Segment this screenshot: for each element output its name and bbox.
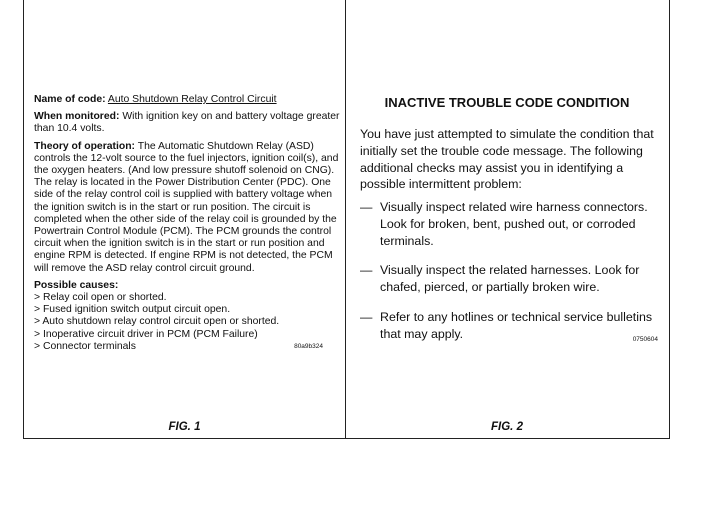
dash-bullet: — bbox=[360, 263, 373, 278]
when-monitored-text: With ignition key on and battery voltage greater than 10.4 volts. bbox=[34, 111, 340, 135]
fig1-caption: FIG. 1 bbox=[168, 421, 201, 433]
fig1-panel bbox=[24, 0, 345, 438]
fig1-body bbox=[34, 94, 340, 353]
fig1-code: 80a9b324 bbox=[294, 343, 323, 350]
fig2-panel bbox=[346, 0, 668, 438]
fig2-caption: FIG. 2 bbox=[491, 421, 523, 433]
cause-item: > Relay coil open or shorted. bbox=[34, 292, 167, 304]
check-item bbox=[360, 309, 665, 343]
check-text: Visually inspect the related harnesses. Look for chafed, pierced, or partially broken wire. bbox=[380, 263, 640, 295]
code-name-value: Auto Shutdown Relay Control Circuit bbox=[107, 94, 277, 105]
dash-bullet: — bbox=[360, 200, 373, 214]
when-monitored-paragraph bbox=[34, 111, 340, 135]
dash-bullet: — bbox=[360, 309, 373, 324]
fig2-title: INACTIVE TROUBLE CODE CONDITION bbox=[384, 95, 630, 110]
cause-item: > Inoperative circuit driver in PCM (PCM Failure) bbox=[34, 328, 258, 340]
when-monitored-label: When monitored: bbox=[34, 111, 120, 123]
code-name-label: Name of code: bbox=[34, 94, 106, 105]
fig2-code: 0750604 bbox=[632, 336, 658, 343]
cause-item: > Auto shutdown relay control circuit open or shorted. bbox=[34, 316, 280, 328]
fig2-intro: You have just attempted to simulate the condition that initially set the trouble code message. The following additional checks may assist you in identifying a possible intermittent problem: bbox=[360, 127, 654, 192]
theory-label: Theory of operation: bbox=[34, 140, 136, 152]
theory-paragraph bbox=[34, 141, 340, 275]
check-item bbox=[360, 199, 665, 249]
code-name-line bbox=[34, 94, 340, 106]
check-item bbox=[360, 262, 665, 296]
cause-item: > Connector terminals bbox=[34, 340, 136, 352]
check-text: Refer to any hotlines or technical service bulletins that may apply. bbox=[380, 309, 653, 341]
check-list bbox=[360, 199, 665, 356]
causes-label: Possible causes: bbox=[34, 279, 119, 291]
check-text: Visually inspect related wire harness connectors. Look for broken, bent, pushed out, or corroded terminals. bbox=[380, 200, 648, 248]
cause-item: > Fused ignition switch output circuit open. bbox=[34, 304, 231, 316]
theory-text: The Automatic Shutdown Relay (ASD) controls the 12-volt source to the fuel injectors, ignition coil(s), and the oxygen heaters. (And low pressure shutoff solenoid on CNG). The relay is located in the Power Distribution Center (PDC). One side of the relay control coil is supplied with battery voltage when the ignition switch is in the start or run position. The circuit is completed when the other side of the relay coil is grounded by the Powertrain Control Module (PCM). The PCM grounds the control circuit when the ignition switch is in the start or run position and engine RPM is detected. If engine RPM is not detected, the PCM will remove the ASD relay control circuit ground. bbox=[34, 140, 339, 274]
